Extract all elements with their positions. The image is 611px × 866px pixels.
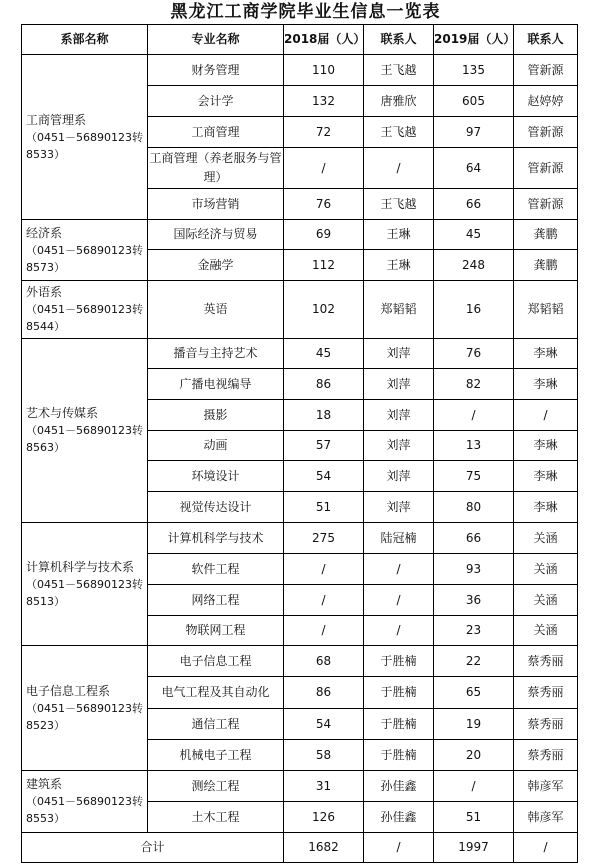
count-2019: / [434, 400, 514, 431]
count-2019: 20 [434, 740, 514, 771]
contact-2018: 于胜楠 [364, 709, 434, 740]
table-row [22, 646, 578, 677]
count-2019: 97 [434, 117, 514, 148]
table-row [22, 771, 578, 802]
department-cell [22, 771, 148, 833]
department-name: 计算机科学与技术系 [26, 559, 135, 574]
department-phone: （0451－56890123转 [26, 424, 143, 437]
total-count-2018: 1682 [284, 833, 364, 863]
major-name: 金融学 [148, 250, 284, 281]
total-contact-2019: / [514, 833, 578, 863]
contact-2018: 刘萍 [364, 369, 434, 400]
graduate-info-table [21, 24, 578, 863]
department-cell [22, 339, 148, 523]
count-2018: 102 [284, 281, 364, 339]
header-2018-contact: 联系人 [364, 25, 434, 55]
major-name: 通信工程 [148, 709, 284, 740]
contact-2019: 李琳 [514, 431, 578, 461]
count-2019: 135 [434, 55, 514, 86]
major-name: 英语 [148, 281, 284, 339]
count-2019: 248 [434, 250, 514, 281]
count-2019: 76 [434, 339, 514, 369]
contact-2018: / [364, 148, 434, 189]
contact-2019: 管新源 [514, 117, 578, 148]
count-2018: 86 [284, 369, 364, 400]
count-2018: 132 [284, 86, 364, 117]
department-extension: 8573） [26, 260, 65, 274]
count-2018: 58 [284, 740, 364, 771]
department-extension: 8513） [26, 594, 65, 608]
department-phone: （0451－56890123转 [26, 243, 143, 257]
department-phone: （0451－56890123转 [26, 303, 143, 316]
header-department: 系部名称 [22, 25, 148, 55]
header-2019-count: 2019届（人） [434, 25, 514, 55]
contact-2019: 关涵 [514, 585, 578, 616]
contact-2018: 孙佳鑫 [364, 771, 434, 802]
department-cell [22, 55, 148, 220]
contact-2018: / [364, 616, 434, 646]
contact-2019: 关涵 [514, 523, 578, 554]
count-2018: / [284, 554, 364, 585]
contact-2019: 李琳 [514, 339, 578, 369]
department-phone: （0451－56890123转 [26, 577, 143, 591]
contact-2019: 龚鹏 [514, 250, 578, 281]
contact-2018: 孙佳鑫 [364, 802, 434, 833]
major-name: 国际经济与贸易 [148, 220, 284, 250]
total-contact-2018: / [364, 833, 434, 863]
count-2019: 19 [434, 709, 514, 740]
count-2019: 65 [434, 677, 514, 709]
major-name: 工商管理（养老服务与管理） [148, 148, 284, 189]
count-2018: 86 [284, 677, 364, 709]
major-name: 电子信息工程 [148, 646, 284, 677]
total-row [22, 833, 578, 863]
contact-2018: 刘萍 [364, 492, 434, 523]
count-2019: 13 [434, 431, 514, 461]
contact-2018: 郑韬韬 [364, 281, 434, 339]
contact-2018: 刘萍 [364, 461, 434, 492]
count-2018: / [284, 148, 364, 189]
contact-2018: 王飞越 [364, 117, 434, 148]
contact-2019: / [514, 400, 578, 431]
count-2019: 51 [434, 802, 514, 833]
contact-2019: 蔡秀丽 [514, 677, 578, 709]
count-2019: 64 [434, 148, 514, 189]
count-2018: 51 [284, 492, 364, 523]
count-2018: 45 [284, 339, 364, 369]
department-extension: 8553） [26, 812, 65, 825]
contact-2019: 蔡秀丽 [514, 709, 578, 740]
major-name: 土木工程 [148, 802, 284, 833]
major-name: 工商管理 [148, 117, 284, 148]
contact-2018: 于胜楠 [364, 677, 434, 709]
department-name: 经济系 [26, 225, 63, 240]
count-2018: 76 [284, 189, 364, 220]
major-name: 播音与主持艺术 [148, 339, 284, 369]
major-name: 财务管理 [148, 55, 284, 86]
total-count-2019: 1997 [434, 833, 514, 863]
count-2019: 16 [434, 281, 514, 339]
count-2018: 31 [284, 771, 364, 802]
count-2018: 275 [284, 523, 364, 554]
count-2018: 18 [284, 400, 364, 431]
major-name: 机械电子工程 [148, 740, 284, 771]
header-2019-contact: 联系人 [514, 25, 578, 55]
major-name: 广播电视编导 [148, 369, 284, 400]
contact-2018: 王飞越 [364, 189, 434, 220]
major-name: 电气工程及其自动化 [148, 677, 284, 709]
department-extension: 8533） [26, 147, 65, 161]
count-2018: 68 [284, 646, 364, 677]
department-extension: 8523） [26, 718, 65, 732]
department-cell [22, 281, 148, 339]
header-2018-count: 2018届（人） [284, 25, 364, 55]
contact-2018: 王飞越 [364, 55, 434, 86]
contact-2018: 陆冠楠 [364, 523, 434, 554]
count-2018: 57 [284, 431, 364, 461]
major-name: 视觉传达设计 [148, 492, 284, 523]
contact-2019: 蔡秀丽 [514, 740, 578, 771]
contact-2019: 龚鹏 [514, 220, 578, 250]
contact-2019: 管新源 [514, 189, 578, 220]
major-name: 网络工程 [148, 585, 284, 616]
major-name: 计算机科学与技术 [148, 523, 284, 554]
contact-2018: 刘萍 [364, 400, 434, 431]
contact-2018: / [364, 554, 434, 585]
contact-2019: 管新源 [514, 148, 578, 189]
count-2018: 54 [284, 709, 364, 740]
count-2019: 45 [434, 220, 514, 250]
department-extension: 8563） [26, 441, 65, 454]
major-name: 市场营销 [148, 189, 284, 220]
contact-2018: 王琳 [364, 250, 434, 281]
contact-2019: 管新源 [514, 55, 578, 86]
contact-2019: 韩彦军 [514, 802, 578, 833]
count-2019: 605 [434, 86, 514, 117]
department-phone: （0451－56890123转 [26, 130, 143, 144]
contact-2019: 关涵 [514, 554, 578, 585]
count-2019: 75 [434, 461, 514, 492]
contact-2018: 刘萍 [364, 339, 434, 369]
count-2018: 54 [284, 461, 364, 492]
contact-2019: 李琳 [514, 461, 578, 492]
major-name: 环境设计 [148, 461, 284, 492]
major-name: 测绘工程 [148, 771, 284, 802]
count-2019: 82 [434, 369, 514, 400]
count-2019: 80 [434, 492, 514, 523]
count-2018: 110 [284, 55, 364, 86]
major-name: 物联网工程 [148, 616, 284, 646]
table-row [22, 220, 578, 250]
major-name: 摄影 [148, 400, 284, 431]
count-2019: 93 [434, 554, 514, 585]
count-2019: 23 [434, 616, 514, 646]
department-name: 工商管理系 [26, 112, 87, 127]
count-2018: 72 [284, 117, 364, 148]
major-name: 软件工程 [148, 554, 284, 585]
count-2018: 112 [284, 250, 364, 281]
contact-2018: / [364, 585, 434, 616]
contact-2018: 于胜楠 [364, 740, 434, 771]
contact-2019: 赵婷婷 [514, 86, 578, 117]
table-row [22, 55, 578, 86]
table-body [22, 55, 578, 863]
count-2018: / [284, 585, 364, 616]
major-name: 会计学 [148, 86, 284, 117]
department-name: 外语系 [26, 285, 63, 299]
contact-2018: 王琳 [364, 220, 434, 250]
contact-2018: 唐雅欣 [364, 86, 434, 117]
department-phone: （0451－56890123转 [26, 795, 143, 808]
count-2019: 66 [434, 523, 514, 554]
department-phone: （0451－56890123转 [26, 701, 143, 715]
department-cell [22, 523, 148, 646]
department-name: 建筑系 [26, 777, 63, 791]
count-2018: 69 [284, 220, 364, 250]
page-title: 黑龙江工商学院毕业生信息一览表 [170, 2, 441, 22]
header-major: 专业名称 [148, 25, 284, 55]
contact-2019: 李琳 [514, 369, 578, 400]
count-2019: 22 [434, 646, 514, 677]
total-label: 合计 [22, 833, 284, 863]
count-2019: 36 [434, 585, 514, 616]
department-extension: 8544） [26, 320, 65, 333]
contact-2019: 关涵 [514, 616, 578, 646]
department-name: 电子信息工程系 [26, 683, 111, 698]
contact-2019: 李琳 [514, 492, 578, 523]
table-row [22, 281, 578, 339]
contact-2019: 郑韬韬 [514, 281, 578, 339]
count-2018: / [284, 616, 364, 646]
contact-2019: 韩彦军 [514, 771, 578, 802]
major-name: 动画 [148, 431, 284, 461]
contact-2018: 于胜楠 [364, 646, 434, 677]
table-row [22, 523, 578, 554]
table-header-row [22, 25, 578, 55]
department-cell [22, 220, 148, 281]
contact-2018: 刘萍 [364, 431, 434, 461]
department-cell [22, 646, 148, 771]
contact-2019: 蔡秀丽 [514, 646, 578, 677]
count-2018: 126 [284, 802, 364, 833]
department-name: 艺术与传媒系 [26, 406, 99, 420]
table-row [22, 339, 578, 369]
count-2019: 66 [434, 189, 514, 220]
count-2019: / [434, 771, 514, 802]
